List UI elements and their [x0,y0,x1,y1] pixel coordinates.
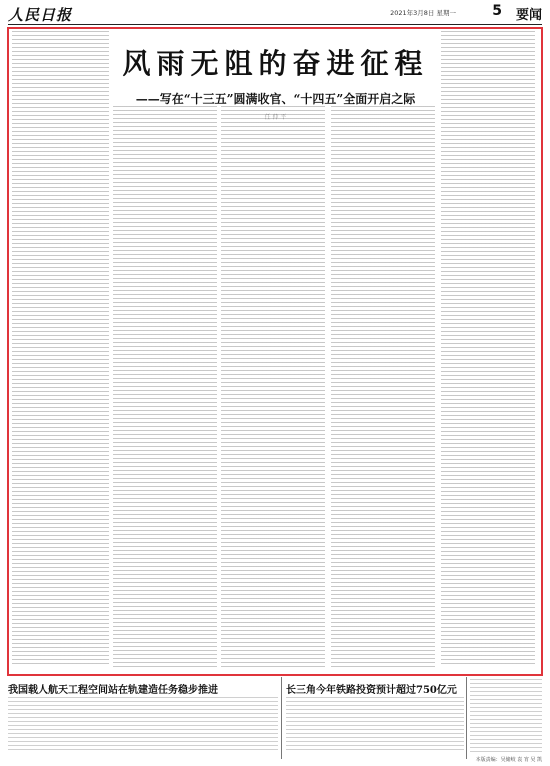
text-lines [286,697,464,753]
text-lines [470,679,542,753]
bottom-news-strip [8,677,542,763]
text-lines [113,106,217,667]
masthead [8,2,542,25]
column-divider [466,677,467,759]
issue-date: 2021年3月8日 星期一 [390,9,456,17]
bottom-story-title: 长三角今年铁路投资预计超过750亿元 [286,685,457,696]
bottom-story-continued [470,677,542,763]
text-lines [331,106,435,667]
body-column-3 [221,106,325,667]
section-name: 要闻 [515,8,542,23]
body-column-1 [12,31,109,667]
feature-subhead: ——写在“十三五”圆满收官、“十四五”全面开启之际 [135,92,416,106]
feature-headline: 风雨无阻的奋进征程 [122,47,429,80]
feature-heading [113,30,438,106]
page-number: 5 [492,3,502,19]
newspaper-logo: 人民日报 [8,6,73,24]
body-column-5 [441,31,535,667]
editor-credits: 本版责编：吴储岐 袁 宵 吴 凯 [475,757,542,763]
body-column-4 [331,106,435,667]
bottom-story-railway[interactable] [286,677,464,763]
text-lines [441,31,535,667]
bottom-story-title: 我国载人航天工程空间站在轨建造任务稳步推进 [8,685,218,696]
text-lines [221,106,325,667]
body-column-2 [113,106,217,667]
bottom-story-space-station[interactable] [8,677,278,763]
text-lines [8,697,278,753]
column-divider [281,677,282,759]
text-lines [12,31,109,667]
